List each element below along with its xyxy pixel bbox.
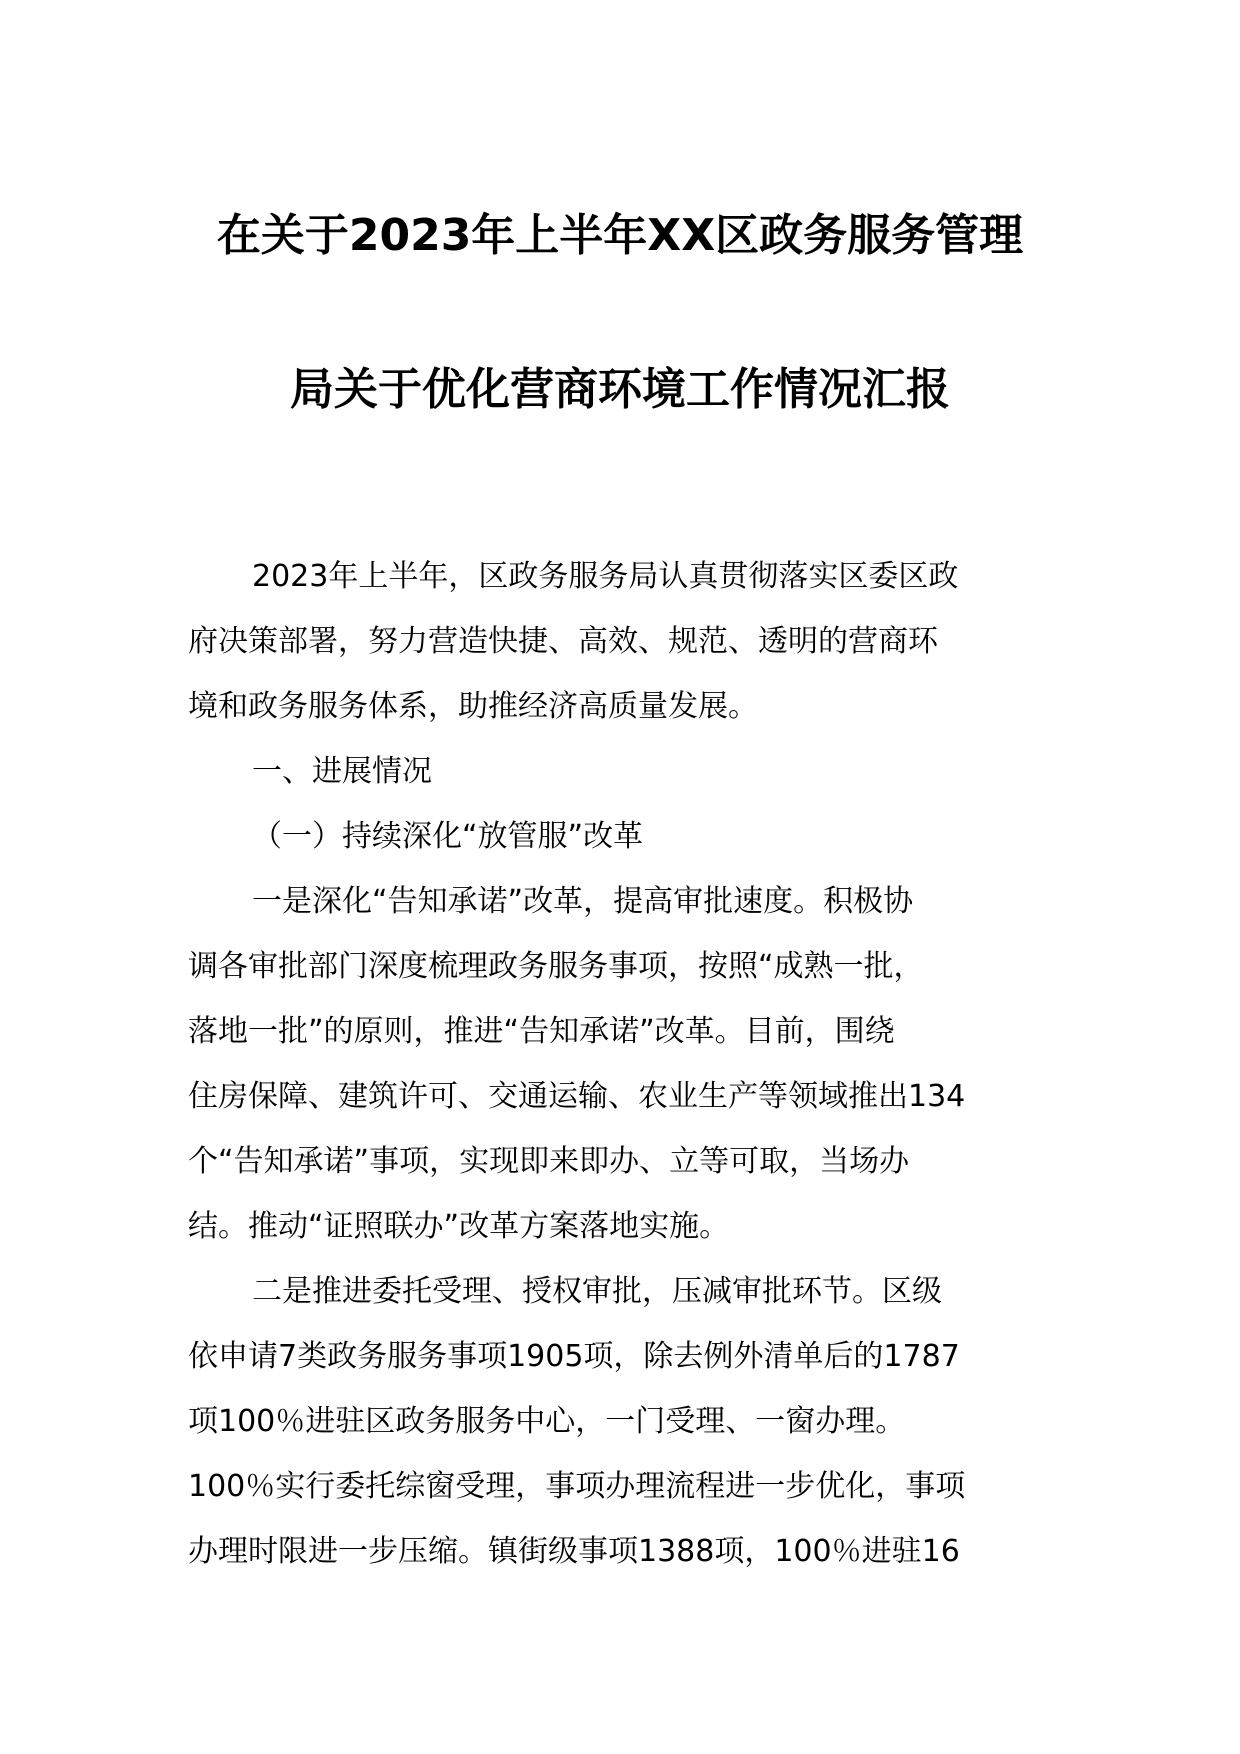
paragraph-1-line-2: 调各审批部门深度梳理政务服务事项，按照“成熟一批， (188, 949, 924, 984)
subsection-heading-1: （一）持续深化“放管服”改革 (252, 819, 644, 854)
paragraph-1-line-6: 结。推动“证照联办”改革方案落地实施。 (188, 1209, 730, 1244)
document-title-line-1: 在关于2023年上半年XX区政务服务管理 (216, 210, 1024, 261)
paragraph-2-line-1: 二是推进委托受理、授权审批，压减审批环节。区级 (252, 1274, 942, 1309)
paragraph-1-line-3: 落地一批”的原则，推进“告知承诺”改革。目前，围绕 (188, 1014, 895, 1049)
intro-line-1: 2023年上半年，区政务服务局认真贯彻落实区委区政 (252, 559, 959, 594)
document-title-line-2: 局关于优化营商环境工作情况汇报 (290, 364, 950, 415)
document-body (188, 544, 1048, 1584)
paragraph-1-line-5: 个“告知承诺”事项，实现即来即办、立等可取，当场办 (188, 1144, 910, 1179)
intro-line-2: 府决策部署，努力营造快捷、高效、规范、透明的营商环 (188, 624, 938, 659)
paragraph-2-line-5: 办理时限进一步压缩。镇街级事项1388项，100％进驻16 (188, 1534, 960, 1569)
paragraph-1-line-1: 一是深化“告知承诺”改革，提高审批速度。积极协 (252, 884, 914, 919)
paragraph-2-line-3: 项100％进驻区政务服务中心，一门受理、一窗办理。 (188, 1404, 906, 1439)
paragraph-1-line-4: 住房保障、建筑许可、交通运输、农业生产等领域推出134 (188, 1079, 966, 1114)
section-heading-progress: 一、进展情况 (252, 754, 432, 789)
paragraph-2-line-4: 100％实行委托综窗受理，事项办理流程进一步优化，事项 (188, 1469, 966, 1504)
intro-line-3: 境和政务服务体系，助推经济高质量发展。 (188, 689, 758, 724)
paragraph-2-line-2: 依申请7类政务服务事项1905项，除去例外清单后的1787 (188, 1339, 960, 1374)
